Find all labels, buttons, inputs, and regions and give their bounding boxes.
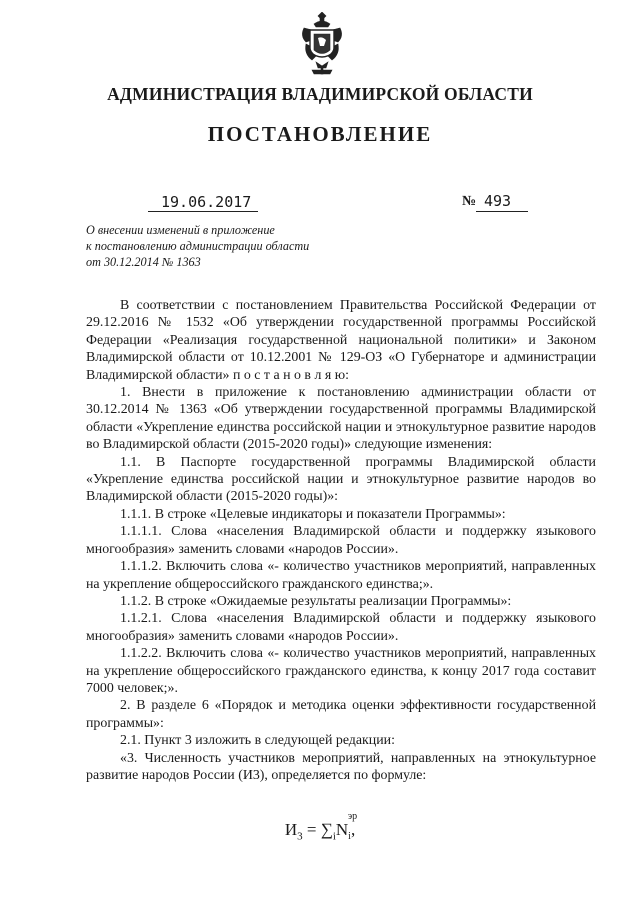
formula-n-subscript: i [348, 831, 351, 842]
organization-name: АДМИНИСТРАЦИЯ ВЛАДИМИРСКОЙ ОБЛАСТИ [107, 84, 533, 104]
formula-lhs: И [284, 820, 298, 839]
body-paragraph: «3. Численность участников мероприятий, направленных на этнокультурное развитие народов России (И3), определяется по формуле: [86, 750, 596, 783]
subject-line: от 30.12.2014 № 1363 [86, 255, 201, 269]
body-paragraph: 1.1. В Паспорте государственной программы Владимирской области «Укрепление единства российской нации и этнокультурное развитие народов во Владимирской области (2015-2020 годы)»: [86, 454, 596, 505]
formula-n: N [335, 820, 349, 839]
formula-tail: , [350, 820, 356, 839]
body-paragraph: 1.1.2.1. Слова «населения Владимирской области и поддержку языкового многообразия» заменить словами «народов России». [86, 611, 596, 644]
body-paragraph: 2. В разделе 6 «Порядок и методика оценки эффективности государственной программы»: [86, 698, 596, 731]
document-number: 493 [484, 192, 512, 210]
body-paragraph: В соответствии с постановлением Правительства Российской Федерации от 29.12.2016 № 1532 «Об утверждении государственной программы Российской Федерации «Реализация государственной национальной политики» и Законом Владимирской области от 10.12.2001 № 129-ОЗ «О Губернаторе и администрации Владимирской области» п о с т а н о в л я ю: [86, 298, 596, 383]
formula-sum-subscript: i [332, 830, 336, 843]
formula-n-term [335, 811, 358, 842]
document-date: 19.06.2017 [161, 193, 252, 211]
body-paragraph: 1.1.1.1. Слова «населения Владимирской области и поддержку языкового многообразия» заменить словами «народов России». [86, 524, 596, 557]
subject-line: к постановлению администрации области [86, 239, 310, 253]
document-body [86, 297, 596, 784]
formula-sum-symbol: ∑ [320, 820, 333, 839]
number-label: № [462, 194, 477, 209]
formula-equals: = [302, 820, 321, 839]
number-underline [476, 211, 528, 212]
body-paragraph: 1.1.2. В строке «Ожидаемые результаты реализации Программы»: [120, 593, 512, 609]
body-paragraph: 1. Внести в приложение к постановлению администрации области от 30.12.2014 № 1363 «Об утверждении государственной программы Владимирской области «Укрепление единства российской нации и этнокультурное развитие народов во Владимирской области (2015-2020 годы)» следующие изменения: [86, 385, 596, 453]
formula-n-superscript: эр [347, 811, 358, 822]
document-subject [86, 222, 386, 270]
formula [0, 811, 640, 843]
subject-line: О внесении изменений в приложение [86, 223, 275, 237]
body-paragraph: 1.1.1.2. Включить слова «- количество участников мероприятий, направленных на укрепление общероссийского гражданского единства;». [86, 559, 596, 592]
date-underline [148, 211, 258, 212]
coat-of-arms-emblem [298, 12, 346, 76]
body-paragraph: 1.1.1. В строке «Целевые индикаторы и показатели Программы»: [120, 506, 506, 522]
document-type-title: ПОСТАНОВЛЕНИЕ [207, 122, 433, 146]
body-paragraph: 1.1.2.2. Включить слова «- количество участников мероприятий, направленных на укрепление общероссийского гражданского единства, к концу 2017 года составит 7000 человек;». [86, 646, 596, 696]
formula-lhs-subscript: 3 [297, 830, 303, 843]
body-paragraph: 2.1. Пункт 3 изложить в следующей редакции: [120, 733, 395, 749]
